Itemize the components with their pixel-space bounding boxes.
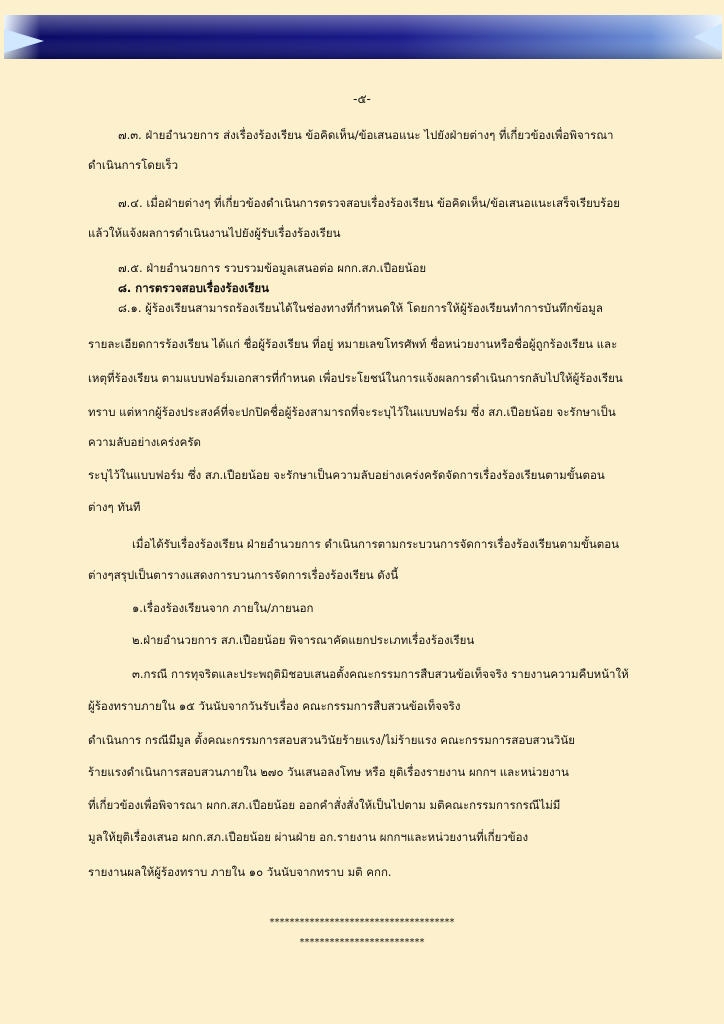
paragraph-line: มูลให้ยุติเรื่องเสนอ ผกก.สภ.เปือยน้อย ผ่านฝ่าย อก.รายงาน ผกกฯและหน่วยงานที่เกี่ยวข้อง bbox=[88, 830, 529, 844]
paragraph-line: ร้ายแรงดำเนินการสอบสวนภายใน ๒๗๐ วันเสนอลงโทษ หรือ ยุติเรื่องรายงาน ผกกฯ และหน่วยงาน bbox=[88, 765, 569, 779]
paragraph-line: ๗.๓. ฝ่ายอำนวยการ ส่งเรื่องร้องเรียน ข้อคิดเห็น/ข้อเสนอแนะ ไปยังฝ่ายต่างๆ ที่เกี่ยวข้องเพื่อพิจารณา bbox=[118, 128, 614, 142]
paragraph-line: ทราบ แต่หากผู้ร้องประสงค์ที่จะปกปิดชื่อผู้ร้องสามารถที่จะระบุไว้ในแบบฟอร์ม ซึ่ง สภ.เปือยน้อย จะรักษาเป็น bbox=[88, 405, 616, 419]
separator-stars-short: ************************* bbox=[299, 937, 425, 948]
paragraph-line: ๗.๕. ฝ่ายอำนวยการ รวบรวมข้อมูลเสนอต่อ ผกก.สภ.เปือยน้อย bbox=[118, 261, 427, 275]
separator-stars-long: ************************************* bbox=[269, 917, 455, 928]
header-banner bbox=[4, 15, 722, 59]
paragraph-line: เมื่อได้รับเรื่องร้องเรียน ฝ่ายอำนวยการ ดำเนินการตามกระบวนการจัดการเรื่องร้องเรียนตามขั้นตอน bbox=[132, 537, 619, 551]
paragraph-line: รายละเอียดการร้องเรียน ได้แก่ ชื่อผู้ร้องเรียน ที่อยู่ หมายเลขโทรศัพท์ ชื่อหน่วยงานหรือชื่อผู้ถูกร้องเรียน และ bbox=[88, 337, 618, 351]
paragraph-line: เหตุที่ร้องเรียน ตามแบบฟอร์มเอกสารที่กำหนด เพื่อประโยชน์ในการแจ้งผลการดำเนินการกลับไปให้ผู้ร้องเรียน bbox=[88, 371, 623, 385]
list-item: ๓.กรณี การทุจริตและประพฤติมิชอบเสนอตั้งคณะกรรมการสืบสวนข้อเท็จจริง รายงานความคืบหน้าให้ bbox=[132, 667, 629, 681]
paragraph-line: ๗.๔. เมื่อฝ่ายต่างๆ ที่เกี่ยวข้องดำเนินการตรวจสอบเรื่องร้องเรียน ข้อคิดเห็น/ข้อเสนอแนะเสร็จเรียบร้อย bbox=[118, 196, 620, 210]
list-item: ๑.เรื่องร้องเรียนจาก ภายใน/ภายนอก bbox=[132, 601, 314, 615]
paragraph-line: ความลับอย่างเคร่งครัด bbox=[88, 435, 202, 449]
paragraph-line: ผู้ร้องทราบภายใน ๑๕ วันนับจากวันรับเรื่อง คณะกรรมการสืบสวนข้อเท็จจริง bbox=[88, 699, 461, 713]
paragraph-line: แล้วให้แจ้งผลการดำเนินงานไปยังผู้รับเรื่องร้องเรียน bbox=[88, 226, 341, 240]
paragraph-line: ระบุไว้ในแบบฟอร์ม ซึ่ง สภ.เปือยน้อย จะรักษาเป็นความลับอย่างเคร่งครัดจัดการเรื่องร้องเรียนตามขั้นตอน bbox=[88, 468, 605, 482]
paragraph-line: รายงานผลให้ผู้ร้องทราบ ภายใน ๑๐ วันนับจากทราบ มติ คกก. bbox=[88, 865, 392, 879]
paragraph-line: ดำเนินการ กรณีมีมูล ตั้งคณะกรรมการสอบสวนวินัยร้ายแรง/ไม่ร้ายแรง คณะกรรมการสอบสวนวินัย bbox=[88, 733, 575, 747]
paragraph-line: ดำเนินการโดยเร็ว bbox=[88, 158, 179, 172]
paragraph-line: ต่างๆสรุปเป็นตารางแสดงการบวนการจัดการเรื่องร้องเรียน ดังนี้ bbox=[88, 568, 399, 582]
paragraph-line: ที่เกี่ยวข้องเพื่อพิจารณา ผกก.สภ.เปือยน้อย ออกคำสั่งสั่งให้เป็นไปตาม มติคณะกรรมการกรณีไม่มี bbox=[88, 798, 561, 812]
header-banner-graphic bbox=[4, 15, 722, 59]
paragraph-line: ๘.๑. ผู้ร้องเรียนสามารถร้องเรียนได้ในช่องทางที่กำหนดให้ โดยการให้ผู้ร้องเรียนทำการบันทึกข้อมูล bbox=[118, 301, 603, 315]
section-heading: ๘. การตรวจสอบเรื่องร้องเรียน bbox=[118, 281, 269, 295]
page-number: -๕- bbox=[353, 92, 371, 106]
list-item: ๒.ฝ่ายอำนวยการ สภ.เปือยน้อย พิจารณาคัดแยกประเภทเรื่องร้องเรียน bbox=[132, 633, 475, 647]
paragraph-line: ต่างๆ ทันที bbox=[88, 500, 141, 514]
